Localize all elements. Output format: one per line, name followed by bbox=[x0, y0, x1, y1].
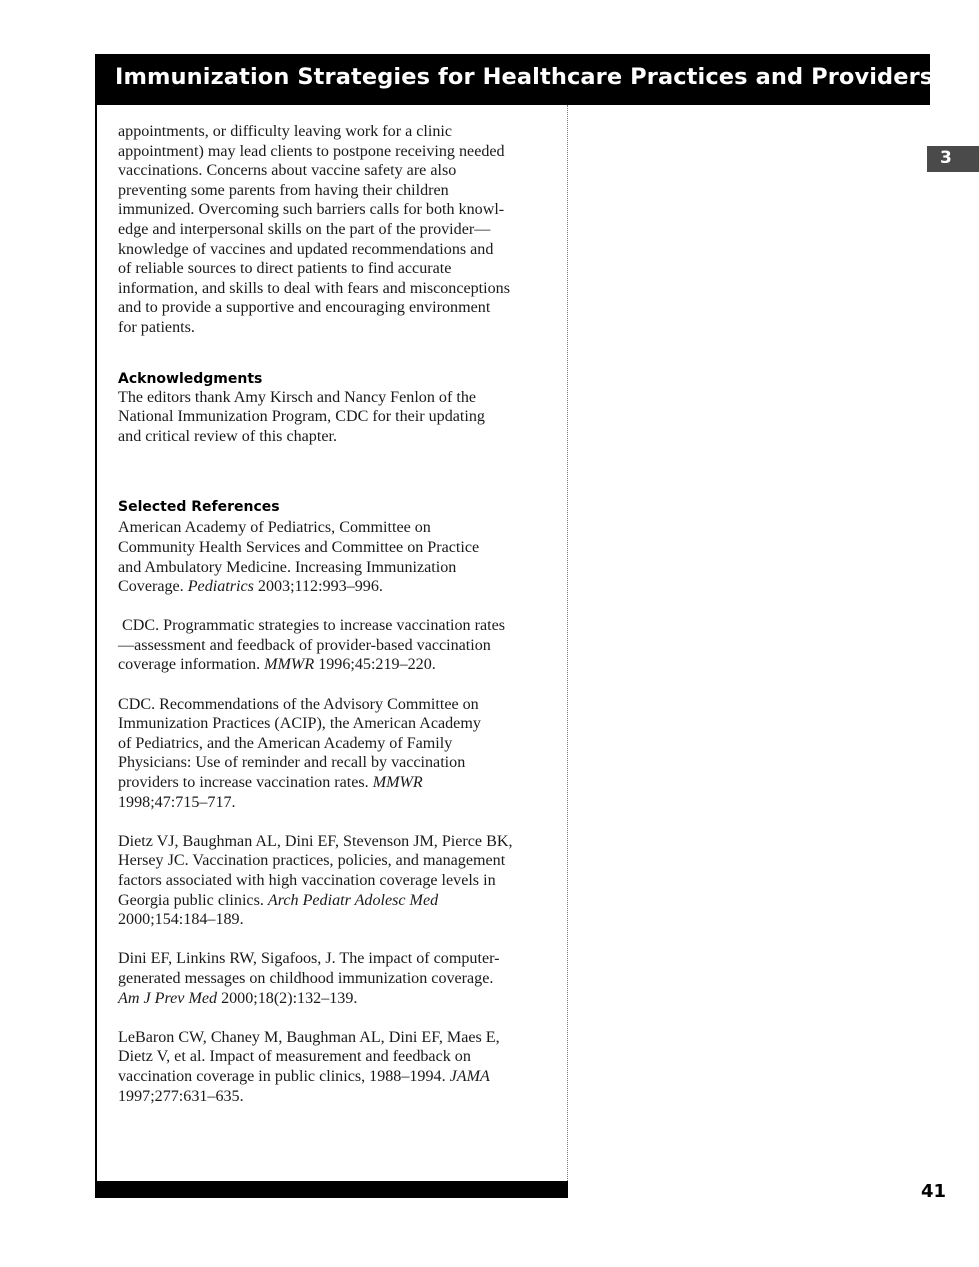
reference-item bbox=[118, 616, 550, 675]
journal-name: MMWR bbox=[372, 774, 423, 792]
citation-text: 2003;112:993–996. bbox=[253, 578, 383, 596]
citation-line bbox=[118, 773, 550, 793]
text-line: and Ambulatory Medicine. Increasing Immunization bbox=[118, 558, 457, 576]
text-line: National Immunization Program, CDC for their updating bbox=[118, 408, 485, 426]
journal-name: MMWR bbox=[264, 656, 315, 674]
reference-item bbox=[118, 518, 550, 596]
journal-name: Am J Prev Med bbox=[118, 989, 218, 1007]
citation-text: coverage information. bbox=[118, 656, 265, 674]
header-bar bbox=[95, 54, 934, 105]
text-line: knowledge of vaccines and updated recommendations and bbox=[118, 240, 494, 258]
reference-item bbox=[118, 832, 550, 930]
text-line: The editors thank Amy Kirsch and Nancy Fenlon of the bbox=[118, 388, 477, 406]
references-heading: Selected References bbox=[118, 499, 280, 516]
citation-line bbox=[118, 891, 550, 911]
text-line: for patients. bbox=[118, 318, 195, 336]
text-line: Immunization Practices (ACIP), the American Academy bbox=[118, 715, 481, 733]
journal-name: Pediatrics bbox=[187, 578, 254, 596]
journal-name: Arch Pediatr Adolesc Med bbox=[267, 891, 439, 909]
reference-item bbox=[118, 695, 550, 813]
text-line: immunized. Overcoming such barriers calls for both knowl- bbox=[118, 201, 505, 219]
main-column bbox=[118, 122, 550, 1106]
text-line: —assessment and feedback of provider-based vaccination bbox=[118, 636, 491, 654]
reference-item bbox=[118, 1028, 550, 1106]
text-line: generated messages on childhood immunization coverage. bbox=[118, 969, 494, 987]
citation-text: 1996;45:219–220. bbox=[314, 656, 436, 674]
reference-item bbox=[118, 949, 550, 1008]
text-line: 2000;154:184–189. bbox=[118, 911, 244, 929]
text-line: appointment) may lead clients to postpone receiving needed bbox=[118, 142, 505, 160]
journal-name: JAMA bbox=[449, 1067, 490, 1085]
intro-paragraph bbox=[118, 122, 550, 338]
text-line: 1998;47:715–717. bbox=[118, 793, 236, 811]
text-line: Dietz VJ, Baughman AL, Dini EF, Stevenson JM, Pierce BK, bbox=[118, 832, 513, 850]
text-line: vaccinations. Concerns about vaccine safety are also bbox=[118, 162, 457, 180]
reference-list bbox=[118, 518, 550, 1106]
text-line: Dini EF, Linkins RW, Sigafoos, J. The impact of computer- bbox=[118, 950, 500, 968]
citation-text: Coverage. bbox=[118, 578, 188, 596]
acknowledgments-heading: Acknowledgments bbox=[118, 370, 263, 387]
page-title: Immunization Strategies for Healthcare Practices and Providers bbox=[115, 64, 934, 90]
text-line: of reliable sources to direct patients to find accurate bbox=[118, 260, 452, 278]
left-rule bbox=[95, 105, 97, 1187]
citation-text: providers to increase vaccination rates. bbox=[118, 774, 373, 792]
text-line: preventing some parents from having their children bbox=[118, 181, 449, 199]
chapter-tab bbox=[927, 146, 979, 172]
bottom-bar bbox=[95, 1181, 568, 1198]
text-line: CDC. Recommendations of the Advisory Committee on bbox=[118, 695, 479, 713]
text-line: factors associated with high vaccination coverage levels in bbox=[118, 872, 496, 889]
text-line: information, and skills to deal with fears and misconceptions bbox=[118, 279, 510, 297]
citation-line bbox=[118, 577, 550, 597]
acknowledgments-paragraph bbox=[118, 388, 550, 447]
text-line: Physicians: Use of reminder and recall by vaccination bbox=[118, 754, 466, 772]
page-number: 41 bbox=[921, 1181, 947, 1202]
text-line: Dietz V, et al. Impact of measurement and feedback on bbox=[118, 1048, 471, 1066]
text-line: Community Health Services and Committee on Practice bbox=[118, 538, 480, 556]
text-line: appointments, or difficulty leaving work for a clinic bbox=[118, 123, 453, 140]
text-line: American Academy of Pediatrics, Committee on bbox=[118, 519, 431, 537]
citation-line bbox=[118, 989, 550, 1009]
text-line: Hersey JC. Vaccination practices, policies, and management bbox=[118, 852, 506, 870]
text-line: LeBaron CW, Chaney M, Baughman AL, Dini EF, Maes E, bbox=[118, 1028, 500, 1046]
column-divider bbox=[567, 105, 568, 1195]
text-line: 1997;277:631–635. bbox=[118, 1087, 244, 1105]
text-line: and critical review of this chapter. bbox=[118, 427, 337, 445]
citation-text: 2000;18(2):132–139. bbox=[217, 989, 358, 1007]
citation-text: vaccination coverage in public clinics, 1988–1994. bbox=[118, 1067, 450, 1085]
chapter-number: 3 bbox=[940, 148, 952, 168]
text-line: of Pediatrics, and the American Academy of Family bbox=[118, 734, 453, 752]
citation-text: Georgia public clinics. bbox=[118, 891, 268, 909]
text-line: edge and interpersonal skills on the part of the provider— bbox=[118, 220, 491, 238]
citation-line bbox=[118, 1067, 550, 1087]
citation-line bbox=[118, 655, 550, 675]
text-line: CDC. Programmatic strategies to increase vaccination rates bbox=[118, 617, 506, 635]
text-line: and to provide a supportive and encouraging environment bbox=[118, 299, 491, 317]
